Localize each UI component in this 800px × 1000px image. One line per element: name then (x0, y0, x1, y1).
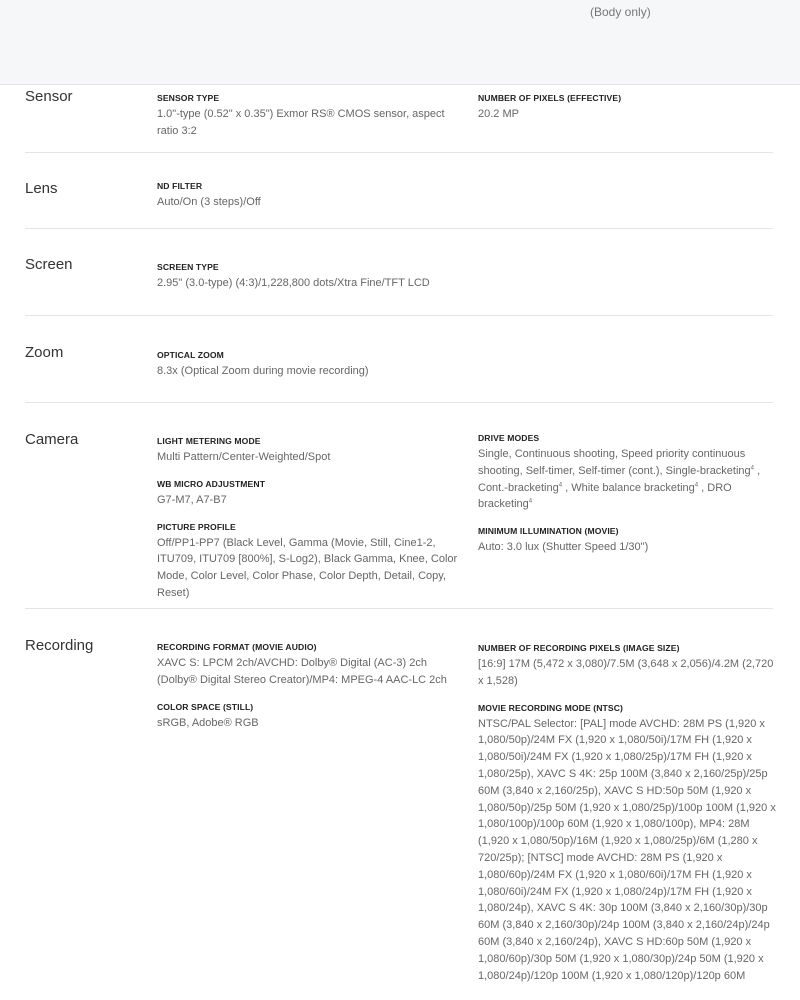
spec-sensor-type: SENSOR TYPE 1.0"-type (0.52" x 0.35") Exmor RS® CMOS sensor, aspect ratio 3:2 (157, 93, 445, 137)
divider (25, 228, 773, 229)
section-title-lens: Lens (25, 180, 58, 197)
body-only-note: (Body only) (590, 5, 651, 19)
spec-number-of-pixels: NUMBER OF PIXELS (EFFECTIVE) 20.2 MP (478, 93, 622, 120)
footnote-marker: 4 (694, 481, 699, 488)
footnote-marker: 4 (750, 465, 755, 472)
spec-color-space: COLOR SPACE (STILL) sRGB, Adobe® RGB (157, 701, 259, 729)
spec-nd-filter: ND FILTER Auto/On (3 steps)/Off (157, 181, 261, 208)
spec-screen-type: SCREEN TYPE 2.95" (3.0-type) (4:3)/1,228,800 dots/Xtra Fine/TFT LCD (157, 262, 430, 289)
spec-movie-recording-mode: MOVIE RECORDING MODE (NTSC) NTSC/PAL Selector: [PAL] mode AVCHD: 28M PS (1,920 x 1,080/50p)/24M FX (1,920 x 1,080/50i)/17M FH (1,920 x 1,080/50i)/24M FX (1,920 x 1,080/25p)/17M FH (1,920 x 1,080/25p), XAVC S 4K: 25p 100M (3,840 x 2,160/25p)/25p 60M (3,840 x 2,160/25p), XAVC S HD:50p 50M (1,920 x 1,080/50p)/25p 50M (1,920 x 1,080/25p)/100p 100M (1,920 x 1,080/100p)/100p 60M (1,920 x 1,080/100p), MP4: 28M (1,920 x 1,080/50p)/16M (1,920 x 1,080/25p)/6M (1,280 x 720/25p); [NTSC] mode AVCHD: 28M PS (1,920 x 1,080/60p)/24M FX (1,920 x 1,080/60i)/17M FH (1,920 x 1,080/60i)/24M FX (1,920 x 1,080/24p)/17M FH (1,920 x 1,080/24p), XAVC S 4K: 30p 100M (3,840 x 2,160/30p)/30p 60M (3,840 x 2,160/30p)/24p 100M (3,840 x 2,160/24p)/24p 60M (3,840 x 2,160/24p), XAVC S HD:60p 50M (1,920 x 1,080/60p)/30p 50M (1,920 x 1,080/30p)/24p 50M (1,920 x 1,080/24p)/120p 100M (1,920 x 1,080/120p)/120p 60M (478, 702, 776, 982)
section-title-zoom: Zoom (25, 344, 64, 361)
spec-drive-modes: DRIVE MODES Single, Continuous shooting, Speed priority continuous shooting, Self-timer, Self-timer (cont.), Single-bracketing$^4$ , Cont.-bracketing$^4$ , White balance bracketing$^4$ , DRO bracketing$^4$ (478, 433, 761, 511)
divider (25, 315, 773, 316)
section-title-recording: Recording (25, 637, 94, 654)
footnote-marker: 4 (558, 481, 563, 488)
top-bar (0, 0, 800, 85)
divider (25, 152, 773, 153)
footnote-marker: 4 (528, 498, 533, 505)
spec-picture-profile: PICTURE PROFILE Off/PP1-PP7 (Black Level, Gamma (Movie, Still, Cine1-2, ITU709, ITU709 [800%], S-Log2), Black Gamma, Knee, Color Mode, Color Level, Color Phase, Color Depth, Detail, Copy, Reset) (157, 521, 458, 599)
spec-number-of-recording-pixels: NUMBER OF RECORDING PIXELS (IMAGE SIZE) [16:9] 17M (5,472 x 3,080)/7.5M (3,648 x 2,056)/4.2M (2,720 x 1,528) (478, 643, 774, 687)
divider (25, 608, 773, 609)
spec-recording-format: RECORDING FORMAT (MOVIE AUDIO) XAVC S: LPCM 2ch/AVCHD: Dolby® Digital (AC-3) 2ch (Dolby® Digital Stereo Creator)/MP4: MPEG-4 AAC-LC 2ch (157, 642, 447, 686)
spec-minimum-illumination: MINIMUM ILLUMINATION (MOVIE) Auto: 3.0 lux (Shutter Speed 1/30") (478, 526, 649, 554)
spec-wb-micro-adjustment: WB MICRO ADJUSTMENT G7-M7, A7-B7 (157, 478, 266, 506)
section-title-camera: Camera (25, 431, 79, 448)
divider (25, 402, 773, 403)
spec-optical-zoom: OPTICAL ZOOM 8.3x (Optical Zoom during movie recording) (157, 350, 369, 377)
spec-light-metering-mode: LIGHT METERING MODE Multi Pattern/Center-Weighted/Spot (157, 436, 331, 463)
section-title-sensor: Sensor (25, 88, 73, 105)
section-title-screen: Screen (25, 256, 73, 273)
